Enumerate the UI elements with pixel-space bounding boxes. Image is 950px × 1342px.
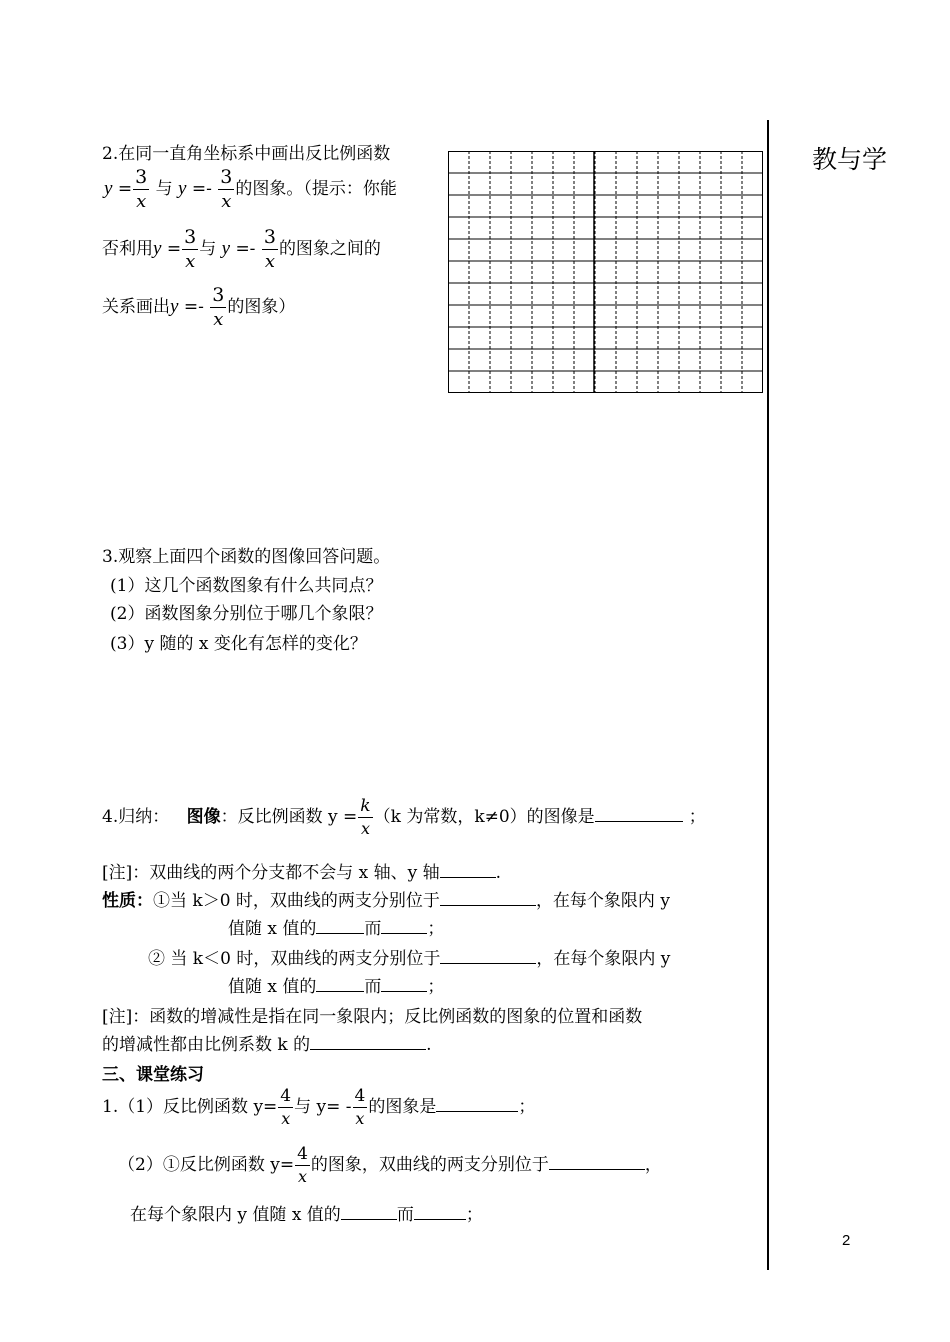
margin-divider-line: [767, 120, 769, 1270]
practice-1-line-2: （2）①反比例函数 y= $\frac{4}{x}$ 的图象，双曲线的两支分别位于 ，: [118, 1144, 662, 1186]
answer-blank[interactable]: [316, 990, 364, 992]
q4-property-2-cont: 值随 x 值的 而 ；: [228, 977, 445, 997]
coordinate-grid-paper: [448, 151, 763, 393]
fraction-4-over-x: $\frac{4}{x}$: [280, 1086, 292, 1128]
answer-blank[interactable]: [549, 1168, 645, 1170]
q4-line-1: 4.归纳： 图像：反比例函数 y = $\frac{k}{x}$ （k 为常数，k≠0）的图像是 ；: [102, 796, 706, 838]
q2-line-4: 关系画出y =- $\frac{3}{x}$ 的图象）: [102, 284, 296, 330]
grid-lines-svg: [448, 151, 763, 393]
answer-blank[interactable]: [440, 962, 536, 964]
q4-note-2-cont: 的增减性都由比例系数 k 的 .: [102, 1035, 432, 1055]
q2-line-3: 否利用y = $\frac{3}{x}$ 与 y =- $\frac{3}{x}$ 的图象之间的: [102, 226, 381, 272]
q3-title: 3.观察上面四个函数的图像回答问题。: [102, 547, 391, 567]
answer-blank[interactable]: [341, 1218, 397, 1220]
page-number: 2: [842, 1232, 851, 1249]
q2-line-1: 2.在同一直角坐标系中画出反比例函数: [102, 144, 391, 164]
answer-blank[interactable]: [440, 876, 496, 878]
practice-1-line-1: 1.（1）反比例函数 y= $\frac{4}{x}$ 与 y= - $\frac{4}{x}$ 的图象是 ；: [102, 1086, 536, 1128]
answer-blank[interactable]: [381, 990, 427, 992]
fraction-3-over-x: $\frac{3}{x}$: [220, 166, 233, 212]
side-column-title: 教与学: [812, 145, 888, 174]
answer-blank[interactable]: [310, 1048, 426, 1050]
q4-note-2: [注]：函数的增减性是指在同一象限内；反比例函数的图象的位置和函数: [102, 1007, 643, 1027]
q4-property-1-cont: 值随 x 值的 而 ；: [228, 919, 445, 939]
q4-property-2: ② 当 k＜0 时，双曲线的两支分别位于 ，在每个象限内 y: [148, 949, 671, 969]
q2-line-2: y = $\frac{3}{x}$ 与 y =- $\frac{3}{x}$ 的图象。（提示：你能: [104, 166, 397, 212]
section-3-heading: 三、课堂练习: [102, 1065, 204, 1085]
fraction-k-over-x: $\frac{k}{x}$: [360, 796, 371, 838]
answer-blank[interactable]: [436, 1110, 518, 1112]
answer-blank[interactable]: [595, 820, 683, 822]
fraction-3-over-x: $\frac{3}{x}$: [135, 166, 148, 212]
q4-property-1: 性质：①当 k＞0 时，双曲线的两支分别位于 ，在每个象限内 y: [102, 891, 670, 911]
answer-blank[interactable]: [316, 932, 364, 934]
fraction-4-over-x: $\frac{4}{x}$: [354, 1086, 366, 1128]
fraction-3-over-x: $\frac{3}{x}$: [184, 226, 197, 272]
q4-note-1: [注]：双曲线的两个分支都不会与 x 轴、y 轴 .: [102, 863, 502, 883]
q3-item-1: (1）这几个函数图象有什么共同点？: [110, 576, 383, 596]
q3-item-3: (3）y 随的 x 变化有怎样的变化？: [110, 634, 367, 654]
answer-blank[interactable]: [440, 904, 536, 906]
q3-item-2: (2）函数图象分别位于哪几个象限？: [110, 604, 383, 624]
answer-blank[interactable]: [414, 1218, 466, 1220]
fraction-3-over-x: $\frac{3}{x}$: [263, 226, 276, 272]
fraction-4-over-x: $\frac{4}{x}$: [297, 1144, 308, 1186]
fraction-3-over-x: $\frac{3}{x}$: [212, 284, 225, 330]
answer-blank[interactable]: [381, 932, 427, 934]
practice-1-line-3: 在每个象限内 y 值随 x 值的 而 ；: [130, 1205, 483, 1225]
